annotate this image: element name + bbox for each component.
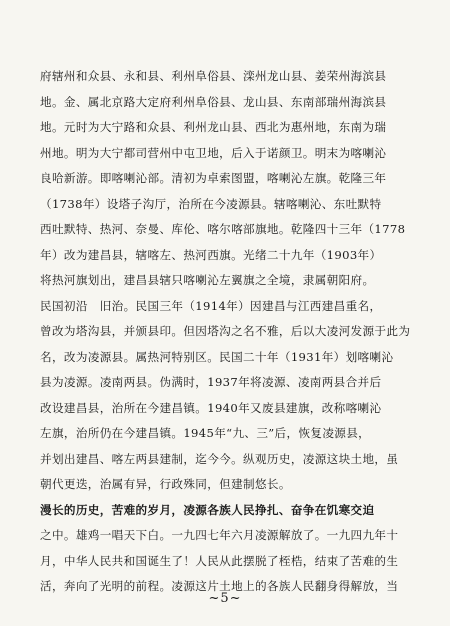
text-line: 县为凌源。凌南两县。伪满时，1937年将凌源、凌南两县合并后 bbox=[40, 375, 382, 389]
text-line: 府辖州和众县、永和县、利州阜俗县、滦州龙山县、姜荣州海滨县 bbox=[40, 69, 387, 83]
text-line: 西吐默特、热河、奈曼、库伦、喀尔喀部旗地。乾隆四十三年（1778 bbox=[40, 222, 406, 236]
text-line: 名，改为凌源县。属热河特别区。民国二十年（1931年）划喀喇沁 bbox=[40, 349, 394, 364]
page-number: ~5~ bbox=[208, 591, 242, 606]
text-line: 将热河旗划出，建昌县辖只喀喇沁左翼旗之全境，隶属朝阳府。 bbox=[40, 273, 375, 287]
text-line: 良哈新游。即喀喇沁部。清初为卓索图盟，喀喇沁左旗。乾隆三年 bbox=[40, 171, 387, 185]
document-body bbox=[40, 64, 422, 600]
text-line: 月，中华人民共和国诞生了！人民从此摆脱了桎梏，结束了苦难的生 bbox=[40, 553, 399, 568]
text-line: 漫长的历史，苦难的岁月，凌源各族人民挣扎、奋争在饥寒交迫 bbox=[40, 502, 375, 517]
text-line: 地。金、属北京路大定府利州阜俗县、龙山县、东南部瑞州海滨县 bbox=[40, 94, 387, 109]
text-line: 活，奔向了光明的前程。凌源这片土地上的各族人民翻身得解放，当 bbox=[40, 579, 399, 593]
text-line: 地。元时为大宁路和众县、利州龙山县、西北为惠州地，东南为瑞 bbox=[40, 120, 387, 134]
text-line: 朝代更迭，治属有异，行政殊同，但建制悠长。 bbox=[40, 477, 291, 491]
text-line: 并划出建昌、喀左两县建制，迄今今。纵观历史，凌源这块土地，虽 bbox=[40, 451, 399, 466]
text-line: 民国初沿 旧治。民国三年（1914年）因建昌与江西建昌重名， bbox=[40, 298, 382, 313]
text-line: 曾改为塔沟县，并颁县印。但因塔沟之名不雅，后以大凌河发源于此为 bbox=[40, 324, 411, 338]
text-line: 左旗，治所仍在今建昌镇。1945年“九、三”后，恢复凌源县， bbox=[40, 426, 371, 440]
text-line: 之中。雄鸡一唱天下白。一九四七年六月凌源解放了。一九四九年十 bbox=[40, 528, 399, 542]
text-line: 州地。明为大宁都司营州中屯卫地，后入于诺颜卫。明末为喀喇沁 bbox=[40, 145, 387, 160]
text-line: （1738年）设塔子沟厅，治所在今凌源县。辖喀喇沁、东吐默特 bbox=[40, 196, 382, 211]
text-line: 年）改为建昌县，辖喀左、热河西旗。光绪二十九年（1903年） bbox=[40, 247, 382, 262]
text-line: 改设建昌县，治所在今建昌镇。1940年又废县建旗，改称喀喇沁 bbox=[40, 400, 382, 415]
